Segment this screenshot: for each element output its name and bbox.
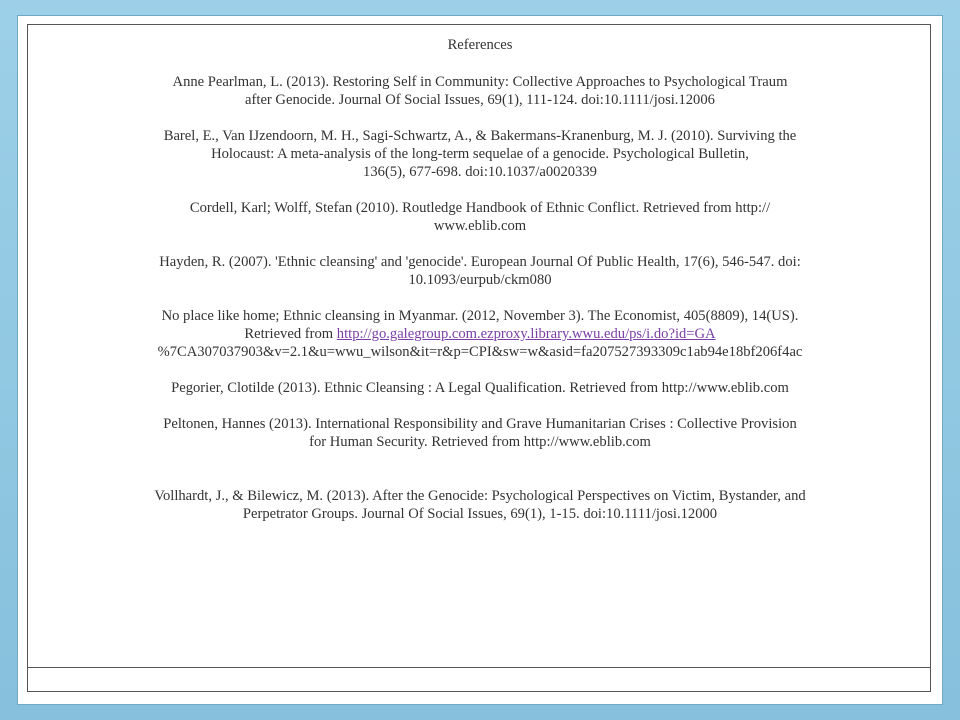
footer-divider: [28, 667, 930, 668]
references-content: [38, 36, 922, 541]
reference-line: Holocaust: A meta-analysis of the long-term sequelae of a genocide. Psychological Bulletin,: [211, 146, 749, 162]
reference-line: [38, 325, 922, 343]
reference-item: [38, 253, 922, 289]
slide: [18, 16, 942, 704]
reference-line: %7CA307037903&v=2.1&u=wwu_wilson&it=r&p=CPI&sw=w&asid=fa207527393309c1ab94e18bf206f4ac: [157, 344, 803, 360]
reference-line: Perpetrator Groups. Journal Of Social Issues, 69(1), 1-15. doi:10.1111/josi.12000: [242, 506, 718, 522]
reference-link[interactable]: http://go.galegroup.com.ezproxy.library.wwu.edu/ps/i.do?id=GA: [336, 326, 716, 342]
reference-line: 10.1093/eurpub/ckm080: [408, 272, 552, 288]
reference-item: [38, 379, 922, 397]
reference-item: [38, 487, 922, 523]
reference-line: Hayden, R. (2007). 'Ethnic cleansing' and 'genocide'. European Journal Of Public Health, 17(6), 546-547. doi:: [159, 254, 801, 270]
reference-line: www.eblib.com: [433, 218, 527, 234]
reference-item: [38, 415, 922, 451]
slide-title: References: [447, 37, 513, 53]
reference-line: Barel, E., Van IJzendoorn, M. H., Sagi-Schwartz, A., & Bakermans-Kranenburg, M. J. (2010). Surviving the: [163, 128, 797, 144]
reference-line: for Human Security. Retrieved from http://www.eblib.com: [309, 434, 651, 450]
reference-item: [38, 73, 922, 109]
reference-line: 136(5), 677-698. doi:10.1037/a0020339: [363, 164, 597, 180]
reference-line: Anne Pearlman, L. (2013). Restoring Self in Community: Collective Approaches to Psychological Traum: [172, 74, 788, 90]
reference-line: Cordell, Karl; Wolff, Stefan (2010). Routledge Handbook of Ethnic Conflict. Retrieved from http://: [189, 200, 771, 216]
reference-line: No place like home; Ethnic cleansing in Myanmar. (2012, November 3). The Economist, 405(8809), 14(US).: [161, 308, 799, 324]
reference-line: Vollhardt, J., & Bilewicz, M. (2013). After the Genocide: Psychological Perspectives on Victim, Bystander, and: [154, 488, 806, 504]
reference-line: Peltonen, Hannes (2013). International Responsibility and Grave Humanitarian Crises : Collective Provision: [163, 416, 797, 432]
reference-item: [38, 127, 922, 181]
reference-line: after Genocide. Journal Of Social Issues, 69(1), 111-124. doi:10.1111/josi.12006: [245, 92, 715, 108]
reference-item: [38, 199, 922, 235]
reference-item: [38, 307, 922, 361]
retrieved-from-text: Retrieved from: [244, 326, 337, 342]
reference-line: Pegorier, Clotilde (2013). Ethnic Cleansing : A Legal Qualification. Retrieved from http://www.eblib.com: [171, 380, 789, 396]
